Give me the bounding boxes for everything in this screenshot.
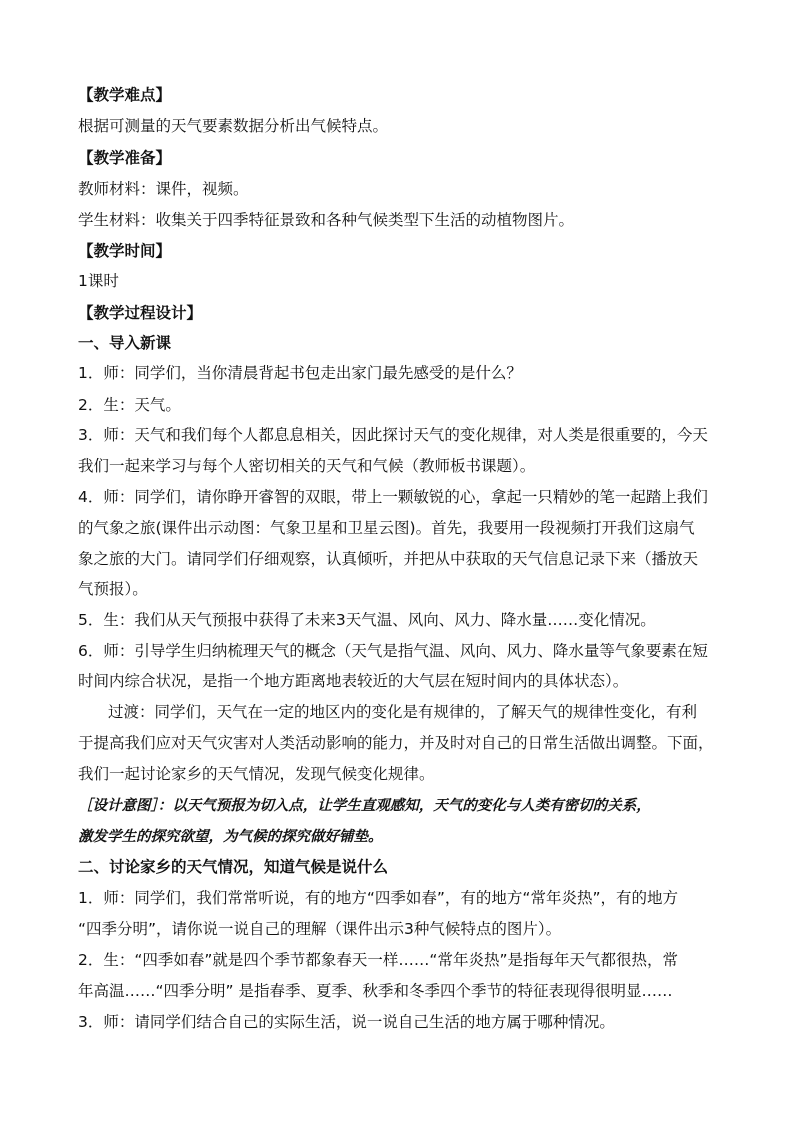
- paragraph-line: 年高温……“四季分明” 是指春季、夏季、秋季和冬季四个季节的特征表现得很明显……: [78, 982, 673, 1000]
- paragraph-line: 根据可测量的天气要素数据分析出气候特点。: [78, 117, 389, 135]
- paragraph-line: 2．生：天气。: [78, 396, 181, 414]
- paragraph-line: “四季分明”，请你说一说自己的理解（课件出示3种气候特点的图片）。: [78, 920, 562, 938]
- paragraph-line: 1．师：同学们，我们常常听说，有的地方“四季如春”，有的地方“常年炎热”，有的地方: [78, 889, 678, 907]
- paragraph-line: 的气象之旅(课件出示动图：气象卫星和卫星云图)。首先，我要用一段视频打开我们这扇气: [78, 519, 695, 537]
- paragraph-line: 教师材料：课件，视频。: [78, 180, 249, 198]
- paragraph-line: 1课时: [78, 272, 119, 290]
- heading-teaching-time: 【教学时间】: [78, 242, 172, 260]
- paragraph-line: 气预报）。: [78, 580, 148, 598]
- paragraph-line: 6．师：引导学生归纳梳理天气的概念（天气是指气温、风向、风力、降水量等气象要素在短: [78, 642, 708, 660]
- paragraph-line: 1．师：同学们，当你清晨背起书包走出家门最先感受的是什么？: [78, 364, 522, 382]
- paragraph-line: 象之旅的大门。请同学们仔细观察，认真倾听，并把从中获取的天气信息记录下来（播放天: [78, 550, 699, 568]
- paragraph-line: 5．生：我们从天气预报中获得了未来3天气温、风向、风力、降水量……变化情况。: [78, 611, 656, 629]
- design-intent-line: 激发学生的探究欲望，为气候的探究做好铺垫。: [78, 828, 383, 845]
- design-intent-line: ［设计意图］：以天气预报为切入点，让学生直观感知，天气的变化与人类有密切的关系，: [78, 797, 651, 814]
- paragraph-line: 我们一起来学习与每个人密切相关的天气和气候（教师板书课题）。: [78, 457, 536, 475]
- section-heading-discussion: 二、讨论家乡的天气情况，知道气候是说什么: [78, 858, 389, 876]
- paragraph-line: 我们一起讨论家乡的天气情况，发现气候变化规律。: [78, 765, 435, 783]
- paragraph-line: 3．师：天气和我们每个人都息息相关，因此探讨天气的变化规律，对人类是很重要的，今天: [78, 426, 708, 444]
- paragraph-line-transition: 过渡：同学们，天气在一定的地区内的变化是有规律的，了解天气的规律性变化，有利: [108, 703, 698, 721]
- heading-teaching-process: 【教学过程设计】: [78, 304, 203, 322]
- heading-teaching-difficulty: 【教学难点】: [78, 86, 172, 104]
- paragraph-line: 4．师：同学们，请你睁开睿智的双眼，带上一颗敏锐的心，拿起一只精妙的笔一起踏上我们: [78, 488, 708, 506]
- section-heading-intro: 一、导入新课: [78, 334, 172, 352]
- paragraph-line: 时间内综合状况，是指一个地方距离地表较近的大气层在短时间内的具体状态）。: [78, 672, 629, 690]
- paragraph-line: 于提高我们应对天气灾害对人类活动影响的能力，并及时对自己的日常生活做出调整。下面，: [78, 734, 714, 752]
- paragraph-line: 学生材料：收集关于四季特征景致和各种气候类型下生活的动植物图片。: [78, 211, 575, 229]
- paragraph-line: 2．生：“四季如春”就是四个季节都象春天一样……“常年炎热”是指每年天气都很热，常: [78, 951, 678, 969]
- heading-teaching-preparation: 【教学准备】: [78, 149, 172, 167]
- paragraph-line: 3．师：请同学们结合自己的实际生活，说一说自己生活的地方属于哪种情况。: [78, 1013, 615, 1031]
